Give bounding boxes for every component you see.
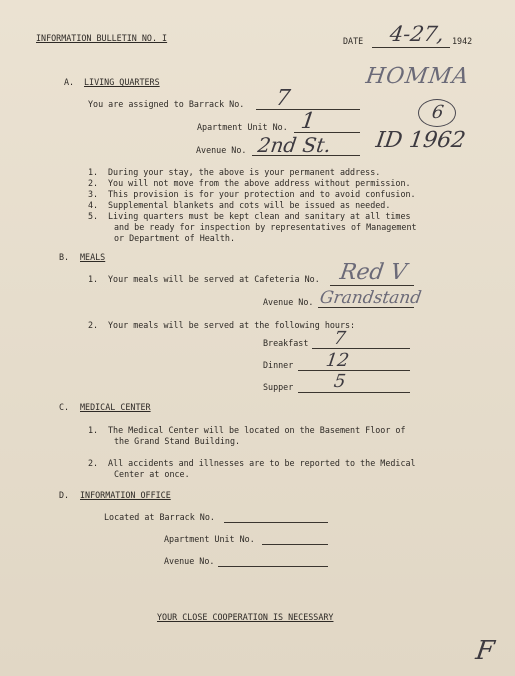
handwritten-id: ID 1962 [374,128,468,153]
rule-number: 5. [88,211,99,221]
date-handwritten: 4-27, [388,22,446,46]
meal-value: 12 [324,350,351,371]
rule-text: or Department of Health. [114,233,236,243]
section-a-heading: LIVING QUARTERS [84,77,160,87]
section-b-heading: MEALS [80,252,106,262]
circled-number-value: 6 [430,102,445,123]
office-barrack-line [224,522,328,523]
cafeteria-value: Red V [338,260,409,285]
section-b-letter: B. [59,252,70,262]
meal-line [298,370,410,371]
office-unit-line [262,544,328,545]
meal-label: Supper [263,382,294,392]
barrack-label: You are assigned to Barrack No. [88,99,245,109]
hours-number: 2. [88,320,99,330]
medical-item-number: 2. [88,458,99,468]
medical-item-text: The Medical Center will be located on the Basement Floor of [108,425,406,435]
medical-item-text: Center at once. [114,469,190,479]
rule-number: 1. [88,167,99,177]
unit-value: 1 [299,109,317,134]
cafeteria-line [330,285,414,286]
date-year: 1942 [452,36,473,46]
meals-avenue-label: Avenue No. [263,297,314,307]
office-avenue-label: Avenue No. [164,556,215,566]
barrack-value: 7 [274,86,292,111]
handwritten-name: HOMMA [364,64,471,89]
cafeteria-number: 1. [88,274,99,284]
office-avenue-line [218,566,328,567]
rule-text: Living quarters must be kept clean and sanitary at all times [108,211,411,221]
section-d-letter: D. [59,490,70,500]
medical-item-text: All accidents and illnesses are to be reported to the Medical [108,458,416,468]
avenue-value: 2nd St. [256,133,333,157]
section-c-letter: C. [59,402,70,412]
meal-value: 5 [332,371,347,392]
medical-item-number: 1. [88,425,99,435]
meals-avenue-value: Grandstand [318,288,423,308]
medical-item-text: the Grand Stand Building. [114,436,241,446]
avenue-label: Avenue No. [196,145,247,155]
office-barrack-label: Located at Barrack No. [104,512,215,522]
rule-text: This provision is for your protection and to avoid confusion. [108,189,416,199]
rule-number: 4. [88,200,99,210]
meal-label: Dinner [263,360,294,370]
rule-text: You will not move from the above address without permission. [108,178,411,188]
hours-label: Your meals will be served at the following hours: [108,320,356,330]
circled-number [418,99,456,127]
office-unit-label: Apartment Unit No. [164,534,255,544]
section-c-heading: MEDICAL CENTER [80,402,151,412]
cafeteria-label: Your meals will be served at Cafeteria No. [108,274,320,284]
meal-line [298,392,410,393]
rule-text: Supplemental blankets and cots will be issued as needed. [108,200,391,210]
rule-text: During your stay, the above is your permanent address. [108,167,381,177]
rule-number: 3. [88,189,99,199]
section-d-heading: INFORMATION OFFICE [80,490,171,500]
date-line [372,47,450,48]
unit-label: Apartment Unit No. [197,122,288,132]
meal-label: Breakfast [263,338,309,348]
corner-mark: F [473,636,497,666]
rule-number: 2. [88,178,99,188]
meal-value: 7 [332,328,347,349]
date-label: DATE [343,36,364,46]
meal-line [312,348,410,349]
bulletin-title: INFORMATION BULLETIN NO. I [36,33,168,43]
rule-text: and be ready for inspection by representatives of Management [114,222,417,232]
cooperation-notice: YOUR CLOSE COOPERATION IS NECESSARY [157,612,334,622]
section-a-letter: A. [64,77,75,87]
